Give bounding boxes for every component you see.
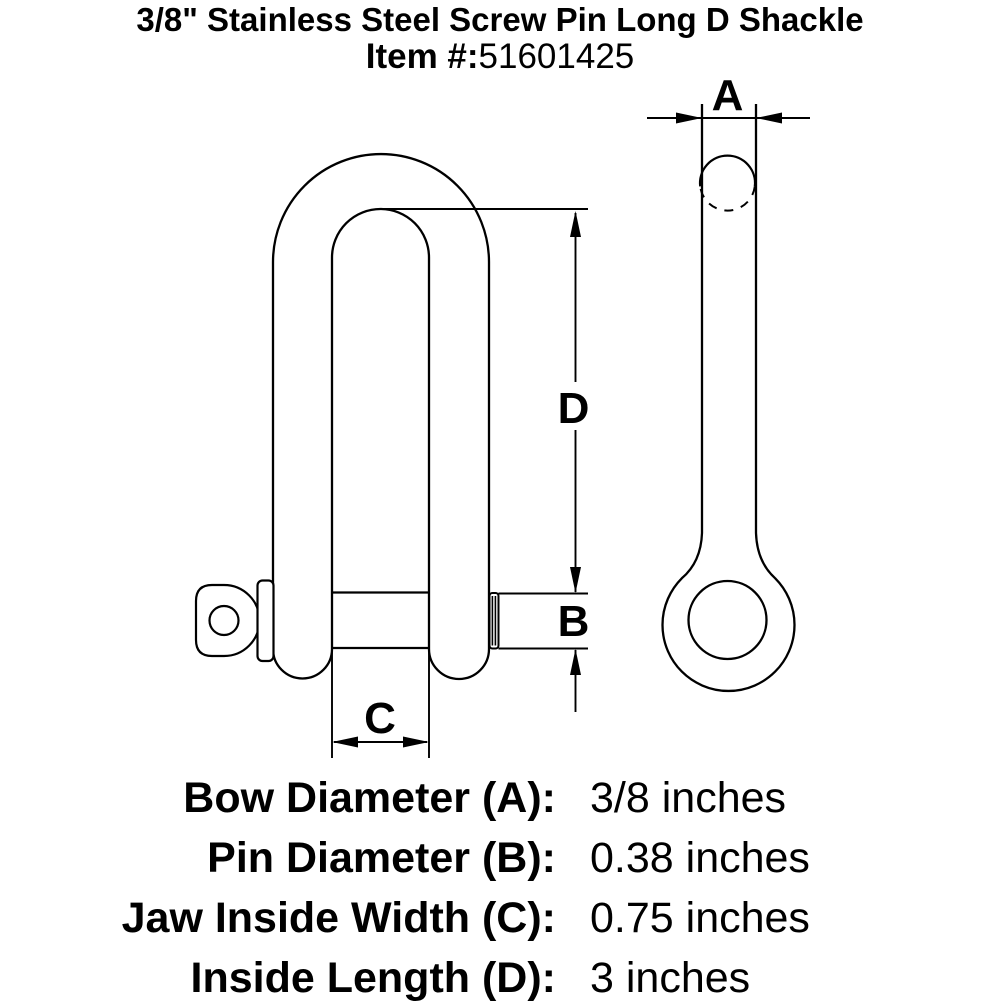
- shackle-front-view: [196, 154, 499, 679]
- spec-value: 0.38 inches: [590, 834, 810, 882]
- dim-label-a: A: [711, 71, 744, 120]
- dim-label-b: B: [557, 597, 590, 646]
- dim-a-arrow-left-icon: [756, 113, 782, 124]
- dim-b-arrow-up-icon: [570, 649, 581, 675]
- dimension-b: [499, 594, 590, 713]
- spec-row: [0, 956, 1000, 1000]
- screw-pin-eye-hole: [210, 606, 239, 635]
- dim-c-arrow-right-icon: [403, 737, 429, 748]
- spec-label: Bow Diameter (A):: [183, 774, 556, 822]
- screw-pin-collar: [258, 581, 274, 662]
- spec-label: Jaw Inside Width (C):: [121, 894, 556, 942]
- dimension-a: [647, 71, 810, 124]
- dim-label-d: D: [557, 384, 590, 433]
- dim-label-c: C: [364, 694, 396, 743]
- spec-value: 0.75 inches: [590, 894, 810, 942]
- dimension-c: [332, 651, 429, 758]
- item-number-value: 51601425: [478, 37, 635, 76]
- dim-c-arrow-left-icon: [332, 737, 358, 748]
- spec-row: [0, 836, 1000, 880]
- dim-d-arrow-up-icon: [570, 211, 581, 237]
- page-title: 3/8" Stainless Steel Screw Pin Long D Shackle: [136, 1, 864, 38]
- dim-d-arrow-down-icon: [570, 567, 581, 593]
- spec-row: [0, 776, 1000, 820]
- spec-value: 3/8 inches: [590, 774, 787, 822]
- side-eye-hole: [689, 581, 767, 659]
- spec-row: [0, 896, 1000, 940]
- front-bow-outline: [273, 154, 489, 679]
- item-number-label: Item #:: [365, 37, 479, 76]
- pin-threaded-end: [490, 593, 499, 649]
- dim-a-arrow-right-icon: [676, 113, 702, 124]
- spec-label: Inside Length (D):: [190, 954, 556, 1002]
- spec-value: 3 inches: [590, 954, 751, 1002]
- shackle-side-view: [663, 104, 795, 691]
- spec-label: Pin Diameter (B):: [207, 834, 556, 882]
